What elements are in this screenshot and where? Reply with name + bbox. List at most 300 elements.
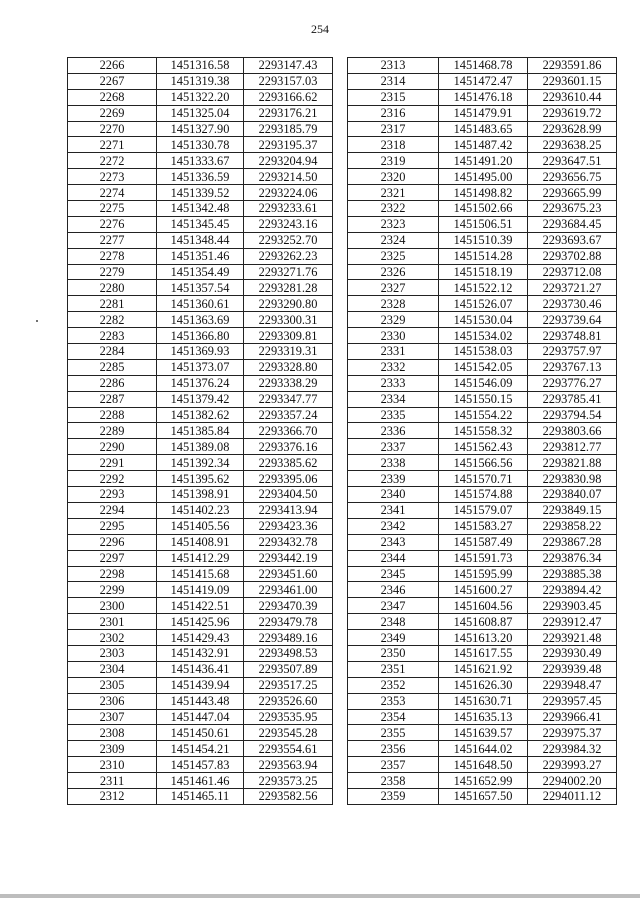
y-coordinate-cell: 2293470.39: [243, 598, 332, 614]
y-coordinate-cell: 2293214.50: [243, 169, 332, 185]
point-number-cell: 2330: [348, 328, 439, 344]
y-coordinate-cell: 2293185.79: [243, 121, 332, 137]
x-coordinate-cell: 1451648.50: [439, 757, 528, 773]
point-number-cell: 2305: [68, 677, 157, 693]
table-row: [68, 661, 333, 677]
point-number-cell: 2323: [348, 216, 439, 232]
table-row: [68, 359, 333, 375]
table-row: [348, 423, 617, 439]
point-number-cell: 2353: [348, 693, 439, 709]
point-number-cell: 2298: [68, 566, 157, 582]
point-number-cell: 2285: [68, 359, 157, 375]
y-coordinate-cell: 2293157.03: [243, 73, 332, 89]
y-coordinate-cell: 2293376.16: [243, 439, 332, 455]
y-coordinate-cell: 2293545.28: [243, 725, 332, 741]
x-coordinate-cell: 1451550.15: [439, 391, 528, 407]
point-number-cell: 2338: [348, 455, 439, 471]
point-number-cell: 2345: [348, 566, 439, 582]
point-number-cell: 2351: [348, 661, 439, 677]
point-number-cell: 2335: [348, 407, 439, 423]
point-number-cell: 2266: [68, 58, 157, 74]
point-number-cell: 2325: [348, 248, 439, 264]
point-number-cell: 2336: [348, 423, 439, 439]
point-number-cell: 2358: [348, 773, 439, 789]
table-row: [348, 232, 617, 248]
point-number-cell: 2349: [348, 630, 439, 646]
table-row: [348, 630, 617, 646]
table-row: [348, 169, 617, 185]
table-row: [68, 439, 333, 455]
table-row: [348, 391, 617, 407]
table-row: [68, 58, 333, 74]
x-coordinate-cell: 1451447.04: [157, 709, 244, 725]
point-number-cell: 2312: [68, 788, 157, 804]
y-coordinate-cell: 2293921.48: [527, 630, 616, 646]
y-coordinate-cell: 2293684.45: [527, 216, 616, 232]
y-coordinate-cell: 2293903.45: [527, 598, 616, 614]
point-number-cell: 2356: [348, 741, 439, 757]
y-coordinate-cell: 2293830.98: [527, 471, 616, 487]
x-coordinate-cell: 1451491.20: [439, 153, 528, 169]
point-number-cell: 2280: [68, 280, 157, 296]
x-coordinate-cell: 1451379.42: [157, 391, 244, 407]
x-coordinate-cell: 1451630.71: [439, 693, 528, 709]
y-coordinate-cell: 2293489.16: [243, 630, 332, 646]
table-row: [68, 677, 333, 693]
table-row: [348, 121, 617, 137]
x-coordinate-cell: 1451644.02: [439, 741, 528, 757]
x-coordinate-cell: 1451429.43: [157, 630, 244, 646]
table-row: [68, 598, 333, 614]
point-number-cell: 2297: [68, 550, 157, 566]
point-number-cell: 2359: [348, 788, 439, 804]
table-row: [68, 248, 333, 264]
table-row: [68, 280, 333, 296]
y-coordinate-cell: 2293262.23: [243, 248, 332, 264]
x-coordinate-cell: 1451487.42: [439, 137, 528, 153]
point-number-cell: 2343: [348, 534, 439, 550]
x-coordinate-cell: 1451510.39: [439, 232, 528, 248]
point-number-cell: 2321: [348, 185, 439, 201]
table-row: [348, 248, 617, 264]
point-number-cell: 2294: [68, 502, 157, 518]
y-coordinate-cell: 2293252.70: [243, 232, 332, 248]
x-coordinate-cell: 1451330.78: [157, 137, 244, 153]
y-coordinate-cell: 2293638.25: [527, 137, 616, 153]
table-row: [348, 661, 617, 677]
y-coordinate-cell: 2293526.60: [243, 693, 332, 709]
table-row: [68, 725, 333, 741]
x-coordinate-cell: 1451325.04: [157, 105, 244, 121]
table-row: [348, 312, 617, 328]
x-coordinate-cell: 1451522.12: [439, 280, 528, 296]
x-coordinate-cell: 1451479.91: [439, 105, 528, 121]
point-number-cell: 2350: [348, 645, 439, 661]
y-coordinate-cell: 2293224.06: [243, 185, 332, 201]
coordinates-table-right: [347, 57, 617, 805]
point-number-cell: 2286: [68, 375, 157, 391]
table-row: [348, 89, 617, 105]
y-coordinate-cell: 2293693.67: [527, 232, 616, 248]
point-number-cell: 2270: [68, 121, 157, 137]
table-row: [348, 201, 617, 217]
table-row: [348, 216, 617, 232]
y-coordinate-cell: 2293975.37: [527, 725, 616, 741]
y-coordinate-cell: 2293461.00: [243, 582, 332, 598]
table-row: [68, 645, 333, 661]
x-coordinate-cell: 1451498.82: [439, 185, 528, 201]
x-coordinate-cell: 1451425.96: [157, 614, 244, 630]
y-coordinate-cell: 2293885.38: [527, 566, 616, 582]
x-coordinate-cell: 1451366.80: [157, 328, 244, 344]
y-coordinate-cell: 2293573.25: [243, 773, 332, 789]
table-row: [348, 550, 617, 566]
table-row: [68, 391, 333, 407]
x-coordinate-cell: 1451436.41: [157, 661, 244, 677]
x-coordinate-cell: 1451570.71: [439, 471, 528, 487]
point-number-cell: 2284: [68, 344, 157, 360]
table-row: [68, 788, 333, 804]
table-row: [68, 741, 333, 757]
point-number-cell: 2329: [348, 312, 439, 328]
table-row: [348, 677, 617, 693]
point-number-cell: 2333: [348, 375, 439, 391]
x-coordinate-cell: 1451583.27: [439, 518, 528, 534]
point-number-cell: 2355: [348, 725, 439, 741]
x-coordinate-cell: 1451591.73: [439, 550, 528, 566]
table-row: [68, 614, 333, 630]
x-coordinate-cell: 1451412.29: [157, 550, 244, 566]
y-coordinate-cell: 2293319.31: [243, 344, 332, 360]
point-number-cell: 2354: [348, 709, 439, 725]
table-row: [348, 137, 617, 153]
x-coordinate-cell: 1451333.67: [157, 153, 244, 169]
x-coordinate-cell: 1451385.84: [157, 423, 244, 439]
table-row: [68, 693, 333, 709]
x-coordinate-cell: 1451518.19: [439, 264, 528, 280]
point-number-cell: 2348: [348, 614, 439, 630]
table-row: [348, 359, 617, 375]
y-coordinate-cell: 2293757.97: [527, 344, 616, 360]
table-row: [68, 216, 333, 232]
point-number-cell: 2309: [68, 741, 157, 757]
table-row: [348, 471, 617, 487]
x-coordinate-cell: 1451558.32: [439, 423, 528, 439]
point-number-cell: 2283: [68, 328, 157, 344]
x-coordinate-cell: 1451395.62: [157, 471, 244, 487]
table-row: [348, 264, 617, 280]
point-number-cell: 2313: [348, 58, 439, 74]
y-coordinate-cell: 2293803.66: [527, 423, 616, 439]
table-row: [348, 614, 617, 630]
table-row: [68, 455, 333, 471]
point-number-cell: 2273: [68, 169, 157, 185]
x-coordinate-cell: 1451336.59: [157, 169, 244, 185]
table-row: [68, 137, 333, 153]
y-coordinate-cell: 2293591.86: [527, 58, 616, 74]
point-number-cell: 2269: [68, 105, 157, 121]
table-row: [68, 185, 333, 201]
y-coordinate-cell: 2293984.32: [527, 741, 616, 757]
y-coordinate-cell: 2293601.15: [527, 73, 616, 89]
table-row: [68, 630, 333, 646]
table-row: [348, 741, 617, 757]
table-row: [68, 423, 333, 439]
x-coordinate-cell: 1451472.47: [439, 73, 528, 89]
point-number-cell: 2347: [348, 598, 439, 614]
table-row: [68, 344, 333, 360]
x-coordinate-cell: 1451348.44: [157, 232, 244, 248]
table-row: [68, 312, 333, 328]
x-coordinate-cell: 1451439.94: [157, 677, 244, 693]
table-row: [348, 566, 617, 582]
y-coordinate-cell: 2293451.60: [243, 566, 332, 582]
y-coordinate-cell: 2293423.36: [243, 518, 332, 534]
point-number-cell: 2268: [68, 89, 157, 105]
y-coordinate-cell: 2293413.94: [243, 502, 332, 518]
table-row: [68, 328, 333, 344]
point-number-cell: 2324: [348, 232, 439, 248]
table-row: [68, 502, 333, 518]
y-coordinate-cell: 2293730.46: [527, 296, 616, 312]
y-coordinate-cell: 2293300.31: [243, 312, 332, 328]
x-coordinate-cell: 1451465.11: [157, 788, 244, 804]
x-coordinate-cell: 1451495.00: [439, 169, 528, 185]
y-coordinate-cell: 2293281.28: [243, 280, 332, 296]
point-number-cell: 2289: [68, 423, 157, 439]
table-row: [348, 487, 617, 503]
x-coordinate-cell: 1451635.13: [439, 709, 528, 725]
x-coordinate-cell: 1451526.07: [439, 296, 528, 312]
x-coordinate-cell: 1451566.56: [439, 455, 528, 471]
y-coordinate-cell: 2293507.89: [243, 661, 332, 677]
point-number-cell: 2326: [348, 264, 439, 280]
x-coordinate-cell: 1451600.27: [439, 582, 528, 598]
table-row: [68, 296, 333, 312]
y-coordinate-cell: 2293628.99: [527, 121, 616, 137]
point-number-cell: 2267: [68, 73, 157, 89]
page-number: 254: [311, 22, 329, 36]
y-coordinate-cell: 2293328.80: [243, 359, 332, 375]
y-coordinate-cell: 2293176.21: [243, 105, 332, 121]
point-number-cell: 2295: [68, 518, 157, 534]
x-coordinate-cell: 1451327.90: [157, 121, 244, 137]
point-number-cell: 2317: [348, 121, 439, 137]
y-coordinate-cell: 2293243.16: [243, 216, 332, 232]
table-row: [348, 455, 617, 471]
scan-speck: [36, 320, 38, 322]
point-number-cell: 2320: [348, 169, 439, 185]
point-number-cell: 2302: [68, 630, 157, 646]
point-number-cell: 2327: [348, 280, 439, 296]
point-number-cell: 2290: [68, 439, 157, 455]
y-coordinate-cell: 2293166.62: [243, 89, 332, 105]
table-row: [68, 169, 333, 185]
y-coordinate-cell: 2293619.72: [527, 105, 616, 121]
x-coordinate-cell: 1451339.52: [157, 185, 244, 201]
point-number-cell: 2275: [68, 201, 157, 217]
x-coordinate-cell: 1451316.58: [157, 58, 244, 74]
table-row: [68, 121, 333, 137]
point-number-cell: 2282: [68, 312, 157, 328]
point-number-cell: 2300: [68, 598, 157, 614]
x-coordinate-cell: 1451360.61: [157, 296, 244, 312]
x-coordinate-cell: 1451363.69: [157, 312, 244, 328]
y-coordinate-cell: 2293948.47: [527, 677, 616, 693]
table-row: [348, 375, 617, 391]
y-coordinate-cell: 2293858.22: [527, 518, 616, 534]
point-number-cell: 2357: [348, 757, 439, 773]
x-coordinate-cell: 1451639.57: [439, 725, 528, 741]
point-number-cell: 2339: [348, 471, 439, 487]
x-coordinate-cell: 1451617.55: [439, 645, 528, 661]
table-row: [348, 709, 617, 725]
table-row: [68, 73, 333, 89]
x-coordinate-cell: 1451534.02: [439, 328, 528, 344]
x-coordinate-cell: 1451357.54: [157, 280, 244, 296]
table-row: [348, 344, 617, 360]
table-row: [348, 502, 617, 518]
point-number-cell: 2322: [348, 201, 439, 217]
point-number-cell: 2304: [68, 661, 157, 677]
point-number-cell: 2328: [348, 296, 439, 312]
x-coordinate-cell: 1451345.45: [157, 216, 244, 232]
x-coordinate-cell: 1451613.20: [439, 630, 528, 646]
y-coordinate-cell: 2293894.42: [527, 582, 616, 598]
point-number-cell: 2296: [68, 534, 157, 550]
table-row: [68, 105, 333, 121]
point-number-cell: 2287: [68, 391, 157, 407]
table-row: [348, 582, 617, 598]
y-coordinate-cell: 2293535.95: [243, 709, 332, 725]
coordinates-table-left-body: [68, 58, 333, 805]
table-row: [68, 471, 333, 487]
x-coordinate-cell: 1451604.56: [439, 598, 528, 614]
x-coordinate-cell: 1451443.48: [157, 693, 244, 709]
coordinates-table-right-body: [348, 58, 617, 805]
x-coordinate-cell: 1451574.88: [439, 487, 528, 503]
point-number-cell: 2311: [68, 773, 157, 789]
point-number-cell: 2316: [348, 105, 439, 121]
point-number-cell: 2337: [348, 439, 439, 455]
point-number-cell: 2341: [348, 502, 439, 518]
table-row: [68, 518, 333, 534]
x-coordinate-cell: 1451506.51: [439, 216, 528, 232]
point-number-cell: 2301: [68, 614, 157, 630]
point-number-cell: 2346: [348, 582, 439, 598]
table-row: [348, 280, 617, 296]
table-row: [348, 296, 617, 312]
table-row: [68, 709, 333, 725]
y-coordinate-cell: 2293702.88: [527, 248, 616, 264]
x-coordinate-cell: 1451322.20: [157, 89, 244, 105]
x-coordinate-cell: 1451483.65: [439, 121, 528, 137]
point-number-cell: 2315: [348, 89, 439, 105]
x-coordinate-cell: 1451461.46: [157, 773, 244, 789]
y-coordinate-cell: 2293739.64: [527, 312, 616, 328]
point-number-cell: 2306: [68, 693, 157, 709]
table-row: [68, 264, 333, 280]
x-coordinate-cell: 1451595.99: [439, 566, 528, 582]
table-row: [348, 153, 617, 169]
x-coordinate-cell: 1451476.18: [439, 89, 528, 105]
y-coordinate-cell: 2293939.48: [527, 661, 616, 677]
x-coordinate-cell: 1451457.83: [157, 757, 244, 773]
x-coordinate-cell: 1451514.28: [439, 248, 528, 264]
y-coordinate-cell: 2293563.94: [243, 757, 332, 773]
y-coordinate-cell: 2293432.78: [243, 534, 332, 550]
point-number-cell: 2344: [348, 550, 439, 566]
table-row: [68, 757, 333, 773]
table-row: [68, 407, 333, 423]
x-coordinate-cell: 1451392.34: [157, 455, 244, 471]
y-coordinate-cell: 2293204.94: [243, 153, 332, 169]
y-coordinate-cell: 2293582.56: [243, 788, 332, 804]
x-coordinate-cell: 1451542.05: [439, 359, 528, 375]
y-coordinate-cell: 2293395.06: [243, 471, 332, 487]
table-row: [68, 487, 333, 503]
x-coordinate-cell: 1451538.03: [439, 344, 528, 360]
point-number-cell: 2314: [348, 73, 439, 89]
coordinates-table-left: [67, 57, 333, 805]
table-row: [348, 518, 617, 534]
table-row: [348, 534, 617, 550]
y-coordinate-cell: 2293498.53: [243, 645, 332, 661]
y-coordinate-cell: 2293966.41: [527, 709, 616, 725]
table-row: [348, 105, 617, 121]
table-row: [68, 566, 333, 582]
x-coordinate-cell: 1451382.62: [157, 407, 244, 423]
x-coordinate-cell: 1451546.09: [439, 375, 528, 391]
y-coordinate-cell: 2293554.61: [243, 741, 332, 757]
y-coordinate-cell: 2293748.81: [527, 328, 616, 344]
y-coordinate-cell: 2293442.19: [243, 550, 332, 566]
y-coordinate-cell: 2293993.27: [527, 757, 616, 773]
y-coordinate-cell: 2293517.25: [243, 677, 332, 693]
y-coordinate-cell: 2293271.76: [243, 264, 332, 280]
y-coordinate-cell: 2293930.49: [527, 645, 616, 661]
point-number-cell: 2292: [68, 471, 157, 487]
y-coordinate-cell: 2293785.41: [527, 391, 616, 407]
x-coordinate-cell: 1451530.04: [439, 312, 528, 328]
point-number-cell: 2332: [348, 359, 439, 375]
table-row: [348, 185, 617, 201]
x-coordinate-cell: 1451657.50: [439, 788, 528, 804]
x-coordinate-cell: 1451652.99: [439, 773, 528, 789]
y-coordinate-cell: 2293821.88: [527, 455, 616, 471]
y-coordinate-cell: 2293675.23: [527, 201, 616, 217]
x-coordinate-cell: 1451354.49: [157, 264, 244, 280]
y-coordinate-cell: 2293195.37: [243, 137, 332, 153]
point-number-cell: 2331: [348, 344, 439, 360]
table-row: [68, 534, 333, 550]
point-number-cell: 2308: [68, 725, 157, 741]
x-coordinate-cell: 1451502.66: [439, 201, 528, 217]
y-coordinate-cell: 2293338.29: [243, 375, 332, 391]
y-coordinate-cell: 2293385.62: [243, 455, 332, 471]
table-row: [348, 439, 617, 455]
x-coordinate-cell: 1451450.61: [157, 725, 244, 741]
table-row: [68, 232, 333, 248]
x-coordinate-cell: 1451454.21: [157, 741, 244, 757]
x-coordinate-cell: 1451422.51: [157, 598, 244, 614]
point-number-cell: 2334: [348, 391, 439, 407]
x-coordinate-cell: 1451319.38: [157, 73, 244, 89]
y-coordinate-cell: 2293147.43: [243, 58, 332, 74]
y-coordinate-cell: 2293867.28: [527, 534, 616, 550]
point-number-cell: 2303: [68, 645, 157, 661]
x-coordinate-cell: 1451419.09: [157, 582, 244, 598]
